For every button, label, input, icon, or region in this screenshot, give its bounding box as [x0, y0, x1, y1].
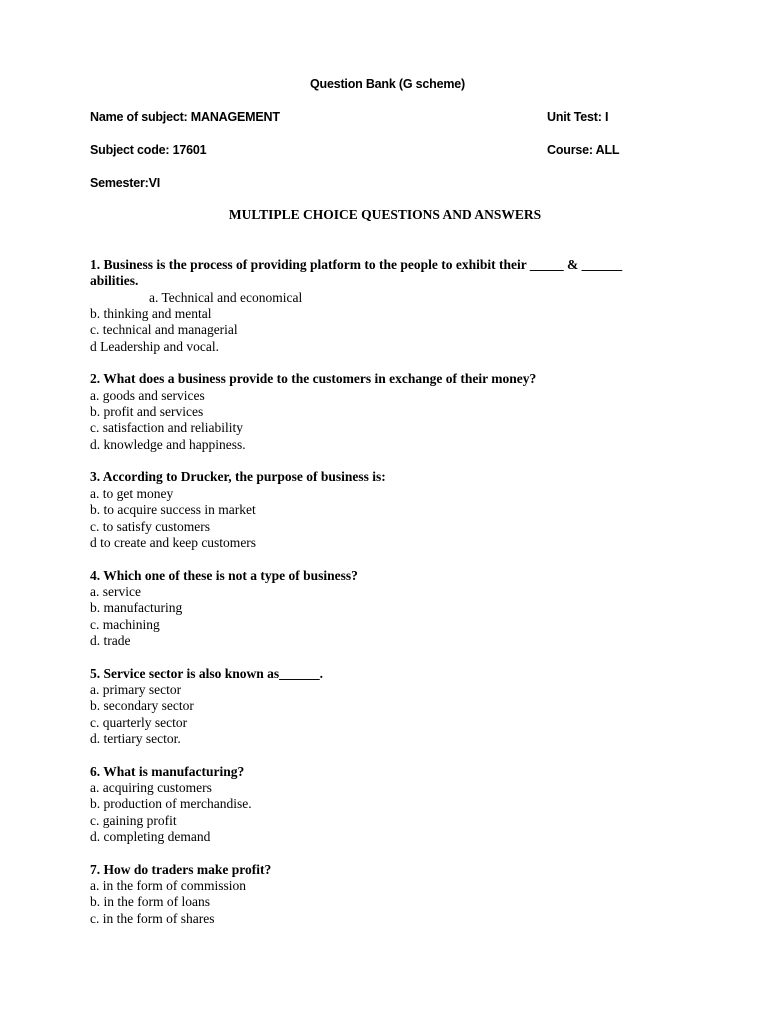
- option-b: b. production of merchandise.: [90, 796, 252, 812]
- option-d: d Leadership and vocal.: [90, 338, 219, 354]
- option-d: d. knowledge and happiness.: [90, 436, 246, 452]
- option-a: a. goods and services: [90, 387, 205, 403]
- question-text: 3. According to Drucker, the purpose of business is:: [90, 469, 386, 485]
- option-a: a. Technical and economical: [149, 289, 303, 305]
- question-1: [90, 257, 650, 355]
- question-text: 2. What does a business provide to the customers in exchange of their money?: [90, 371, 537, 387]
- question-text: 1. Business is the process of providing platform to the people to exhibit their _____ & ______ abilities.: [90, 257, 623, 289]
- option-c: c. gaining profit: [90, 812, 177, 828]
- question-text: 5. Service sector is also known as______.: [90, 665, 323, 681]
- option-a: a. primary sector: [90, 681, 182, 697]
- course: Course: ALL: [547, 143, 620, 157]
- question-text: 4. Which one of these is not a type of business?: [90, 567, 358, 583]
- page-title: Question Bank (G scheme): [310, 77, 465, 91]
- option-c: c. in the form of shares: [90, 910, 215, 926]
- option-a: a. to get money: [90, 485, 174, 501]
- question-2: [90, 371, 650, 453]
- subject-code: Subject code: 17601: [90, 143, 207, 157]
- unit-test: Unit Test: I: [547, 110, 609, 124]
- option-d: d to create and keep customers: [90, 534, 257, 550]
- option-a: a. acquiring customers: [90, 780, 212, 795]
- option-b: b. secondary sector: [90, 698, 194, 714]
- option-d: d. trade: [90, 632, 131, 648]
- semester: Semester:VI: [90, 176, 161, 190]
- question-text: 6. What is manufacturing?: [90, 763, 245, 779]
- question-list: [90, 257, 650, 943]
- option-d: d. tertiary sector.: [90, 730, 181, 746]
- option-c: c. quarterly sector: [90, 714, 188, 730]
- option-a: a. service: [90, 583, 141, 599]
- option-b: b. manufacturing: [90, 600, 183, 616]
- question-text: 7. How do traders make profit?: [90, 861, 272, 877]
- option-c: c. machining: [90, 616, 160, 632]
- option-c: c. to satisfy customers: [90, 518, 210, 534]
- option-b: b. profit and services: [90, 404, 204, 420]
- section-title: MULTIPLE CHOICE QUESTIONS AND ANSWERS: [228, 207, 542, 222]
- question-3: [90, 469, 650, 551]
- question-6: [90, 764, 650, 846]
- question-7: [90, 862, 650, 927]
- question-4: [90, 568, 650, 650]
- subject-name: Name of subject: MANAGEMENT: [90, 110, 280, 124]
- option-c: c. satisfaction and reliability: [90, 420, 243, 436]
- option-d: d. completing demand: [90, 829, 211, 845]
- question-5: [90, 666, 650, 748]
- option-a: a. in the form of commission: [90, 878, 246, 894]
- option-c: c. technical and managerial: [90, 322, 238, 338]
- option-b: b. to acquire success in market: [90, 502, 256, 518]
- option-b: b. in the form of loans: [90, 894, 210, 910]
- option-b: b. thinking and mental: [90, 306, 212, 322]
